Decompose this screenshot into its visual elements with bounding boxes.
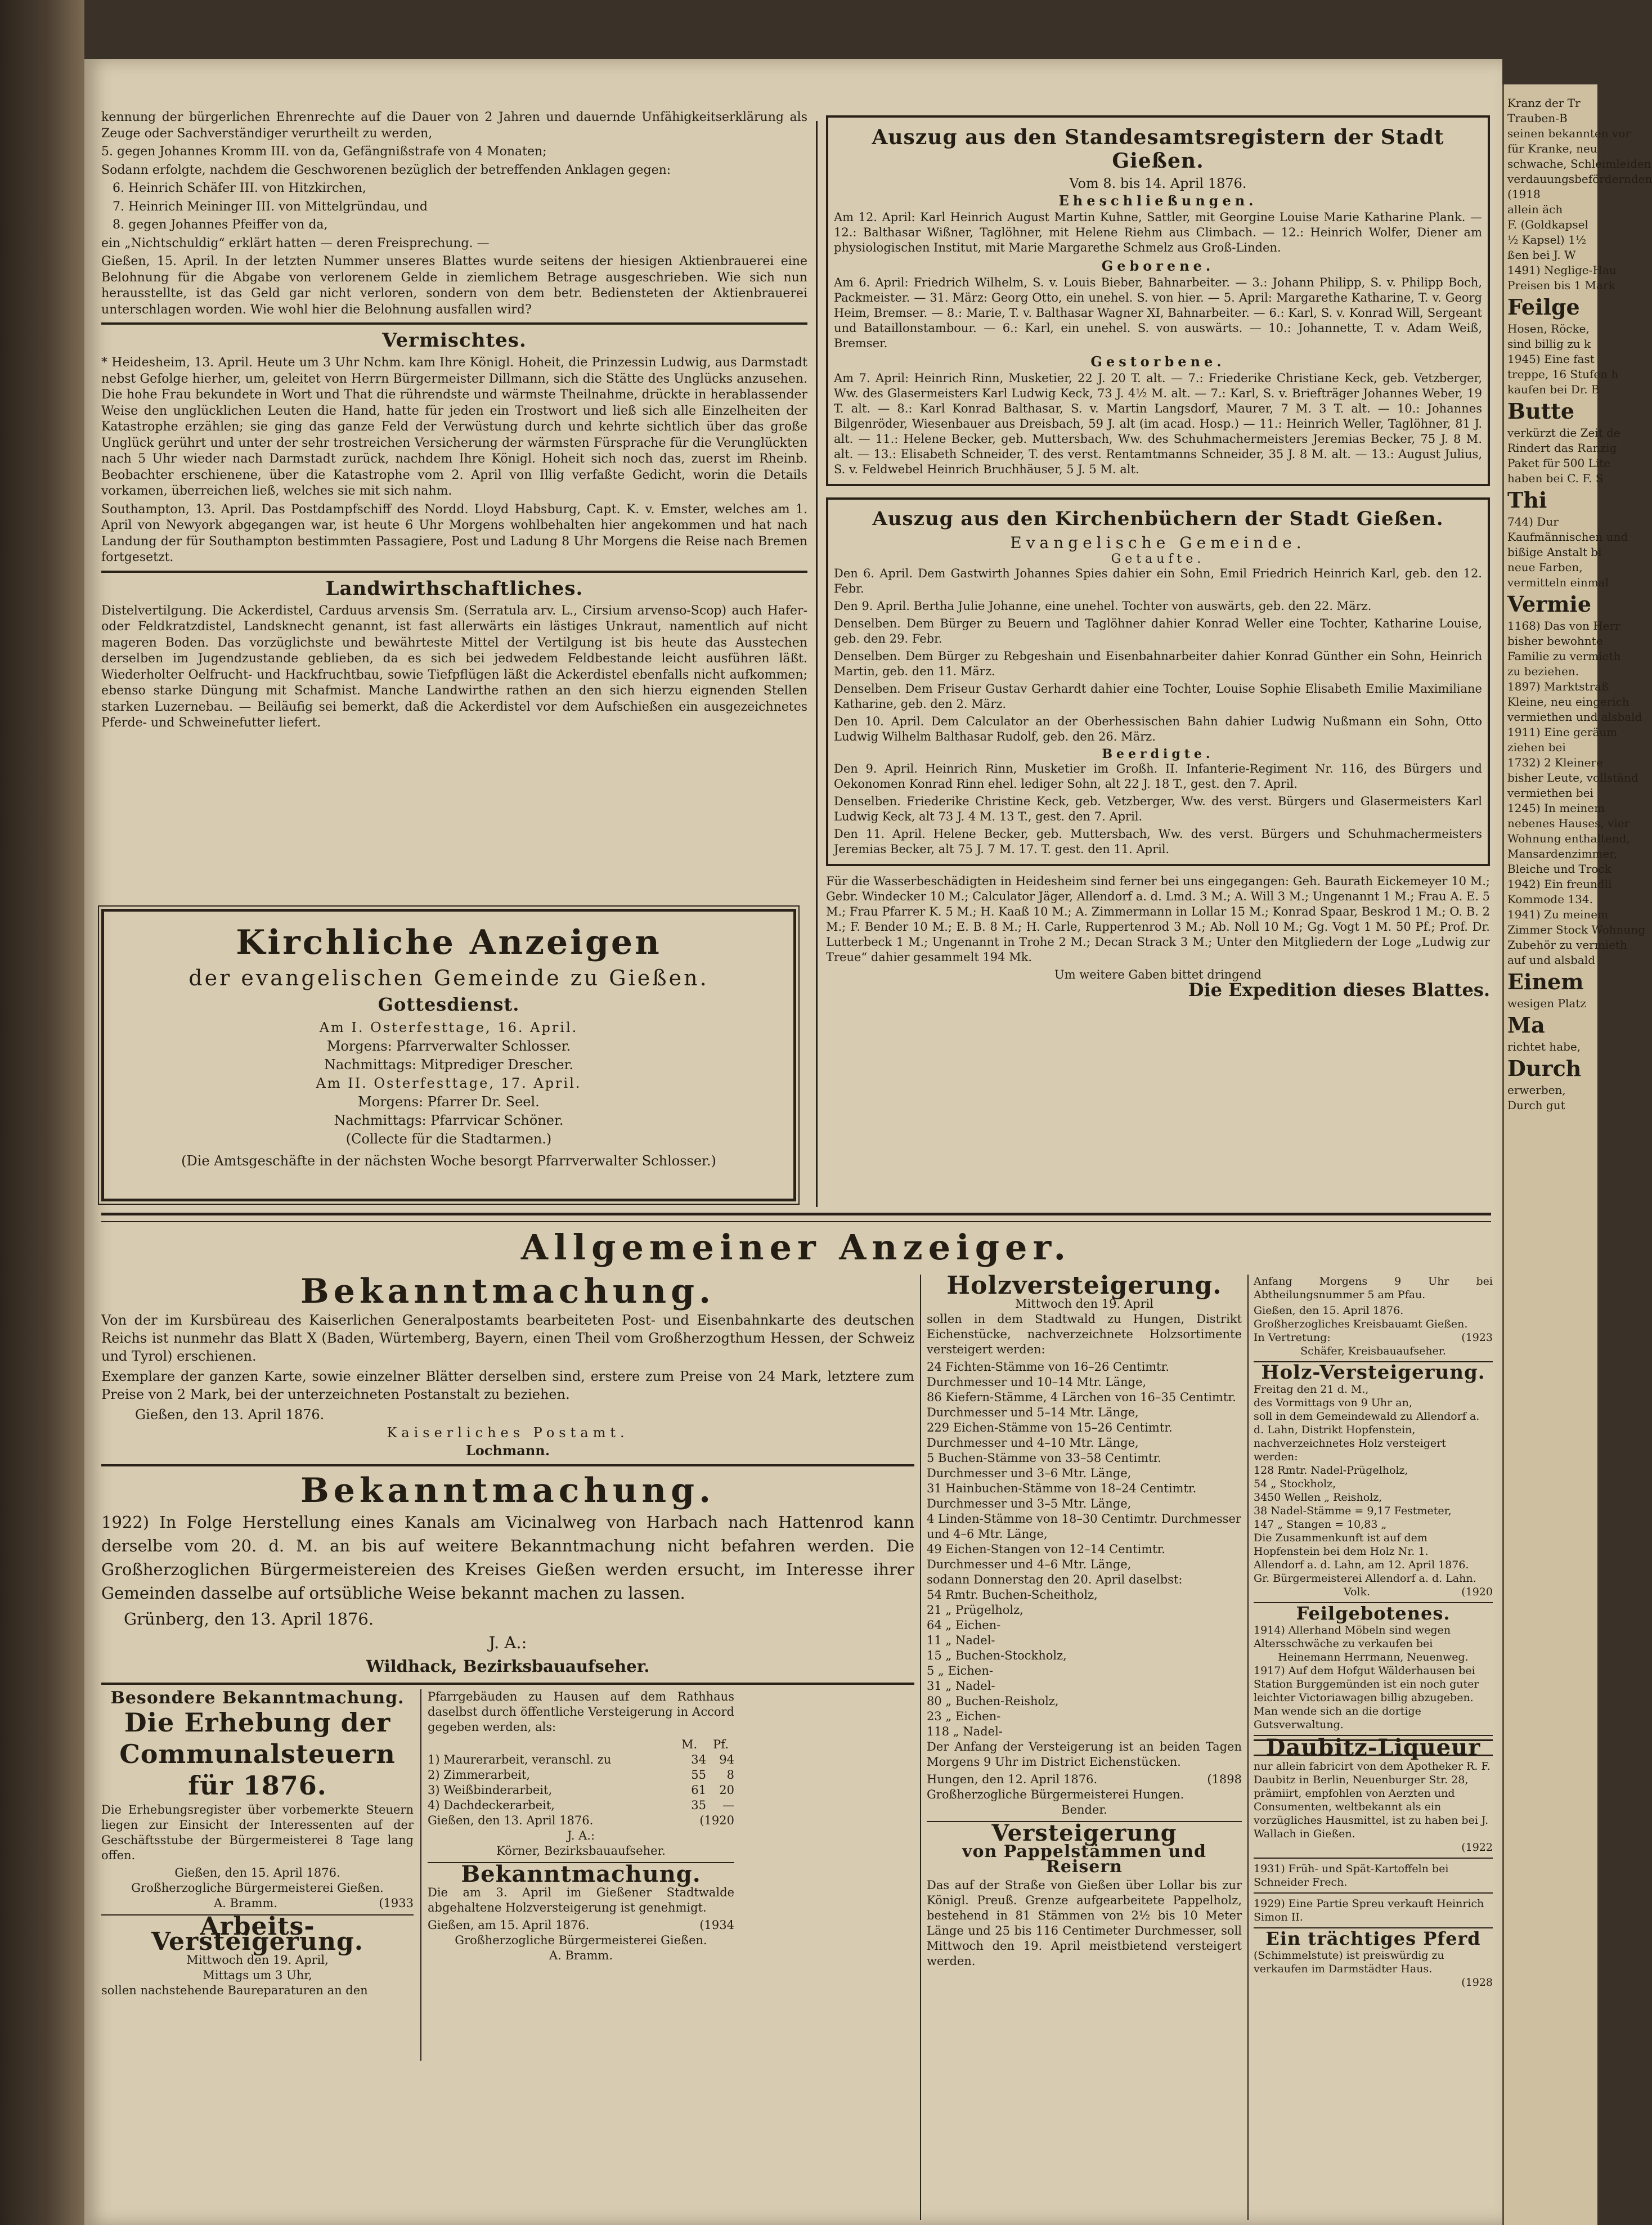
date: Gießen, am 15. April 1876. (428, 1918, 590, 1932)
para: 8. gegen Johannes Pfeiffer von da, (113, 218, 328, 232)
strip-line: vermitteln einmal (1507, 576, 1609, 589)
para: 6. Heinrich Schäfer III. von Hitzkirchen, (113, 181, 366, 195)
wood-item: 5 Buchen-Stämme von 33–58 Centimtr. Durchmesser und 3–6 Mtr. Länge, (927, 1451, 1161, 1480)
line: 54 „ Stockholz, (1254, 1478, 1336, 1490)
strip-line: ½ Kapsel) 1½ (1507, 233, 1587, 246)
para: Den 11. April. Helene Becker, geb. Muttersbach, Ww. des verst. Bürgers und Schuhmachermeisters Jeremias Becker, alt 75 J. 7 M. 17. T. gest. den 11. April. (834, 827, 1482, 856)
donation-list (826, 874, 1490, 1001)
date: Gießen, den 15. April 1876. (174, 1866, 340, 1879)
line: Gr. Bürgermeisterei Allendorf a. d. Lahn. (1254, 1572, 1476, 1585)
box-subtitle: der evangelischen Gemeinde zu Gießen. (188, 966, 709, 990)
raum-item: 11 „ Nadel- (927, 1634, 995, 1647)
strip-line: verdauungsbefördernden (1507, 172, 1652, 186)
bottom-col-2 (927, 1271, 1242, 2220)
ref-no: (1928 (1461, 1976, 1493, 1989)
strip-line: Bleiche und Trock (1507, 862, 1611, 876)
para: Für die Wasserbeschädigten in Heidesheim sind ferner bei uns eingegangen: Geh. Baurath Eickemeyer 10 M.; Gebr. Windecker 10 M.; Calculator Jäger, Allendorf a. d. Lmd. 3 M.; A. Will 3 M.; Ungenannt 1 M.; Frau A. E. 5 M.; Frau Pfarrer K. 5 M.; H. Kaaß 10 M.; A. Zimmermann in Lollar 15 M.; Konrad Spaar, Beskrod 1 M.; O. B. 2 M.; F. Bender 10 M.; E. B. 8 M.; H. Carle, Ruppertenrod 3 M.; Ab. Noll 10 M.; Gg. Vogt 1 M. 50 Pf.; Prof. Dr. Lutterbeck 1 M.; Ungenannt in Trohe 2 M.; Decan Strack 3 M.; Unter den Mitgliedern der Loge „Ludwig zur Treue“ dahier gesammelt 194 Mk. (826, 874, 1490, 964)
subsection-title: Gestorbene. (1090, 353, 1225, 370)
ad-title: Ein trächtiges Pferd (1265, 1928, 1481, 1949)
notice-title: Bekanntmachung. (300, 1471, 715, 1510)
subsection-title: Eheschließungen. (1058, 192, 1258, 209)
strip-line: erwerben, (1507, 1083, 1566, 1097)
para: Distelvertilgung. Die Ackerdistel, Carduus arvensis Sm. (Serratula arv. L., Cirsium arvenso-Scop) auch Hafer- oder Feldkratzdistel, Landsknecht genannt, ist fast allerwärts ein lästiges Unkraut, namentlich auf nicht mageren Boden. Das vorzüglichste und bewährteste Mittel der Vertilgung ist bis heute das Ausstechen derselben im Jugendzustande geblieben, da es sich bei jedwedem Feldbestande leicht ausführen läßt. Wiederholter Oelfrucht- und Hackfruchtbau, sowie Tiefpflügen läßt die Ackerdistel ebenfalls nicht aufkommen; ebenso starke Düngung mit Schafmist. Manche Landwirthe rathen an den sich hierzu eignenden Stellen starken Luzernebau. — Beiläufig sei bemerkt, daß die Ackerdistel vor dem Aufschießen ein ausgezeichnetes Pferde- und Schweinefutter liefert. (101, 603, 807, 730)
standesamt-title: Auszug aus den Standesamtsregistern der Stadt Gießen. (872, 125, 1444, 173)
strip-line: Kranz der Tr (1507, 96, 1581, 110)
strip-line: Ma (1507, 1012, 1545, 1038)
para: Gießen, 15. April. In der letzten Nummer unseres Blattes wurde seitens der hiesigen Aktienbrauerei eine Belohnung für die Abgabe von verlorenem Gelde in ziemlichem Betrage ausgeschrieben. Wie sich nun herausstellte, ist das Geld gar nicht verloren, sondern von dem betr. Bediensteten der Aktienbrauerei unterschlagen worden. Wie wohl hier die Belohnung ausfallen wird? (101, 254, 807, 317)
para: Das auf der Straße von Gießen über Lollar bis zur Königl. Preuß. Grenze aufgearbeitete Pappelholz, bestehend in 81 Stämmen von 2½ bis 10 Meter Länge und 25 bis 116 Centimeter Durchmesser, soll Mittwoch den 19. April meistbietend versteigert werden. (927, 1878, 1242, 1968)
notice-title: Bekanntmachung. (300, 1272, 715, 1311)
signature: Schäfer, Kreisbauaufseher. (1300, 1345, 1446, 1357)
bottom-col-1 (101, 1272, 914, 2223)
strip-line: 1945) Eine fast (1507, 352, 1595, 366)
service-line: (Die Amtsgeschäfte in der nächsten Woche besorgt Pfarrverwalter Schlosser.) (181, 1153, 716, 1169)
raum-item: 23 „ Eichen- (927, 1710, 1001, 1723)
para: Den 9. April. Bertha Julie Johanne, eine unehel. Tochter von auswärts, geb. den 22. März. (834, 599, 1372, 613)
strip-line: seinen bekannten vor (1507, 127, 1631, 140)
line: (Schimmelstute) ist preiswürdig zu verkaufen im Darmstädter Haus. (1254, 1949, 1444, 1975)
wood-item: 86 Kiefern-Stämme, 4 Lärchen von 16–35 Centimtr. Durchmesser und 5–14 Mtr. Länge, (927, 1390, 1236, 1419)
office: Großherzogliche Bürgermeisterei Hungen. (927, 1788, 1184, 1801)
kirchenbuecher-subtitle: Evangelische Gemeinde. (1010, 533, 1306, 552)
strip-line: Kleine, neu eingerich (1507, 695, 1629, 708)
church-notices-box (101, 909, 796, 1201)
para: 1922) In Folge Herstellung eines Kanals am Vicinalweg von Harbach nach Hattenrod kann derselbe vom 20. d. M. an bis auf weitere Bekanntmachung nicht befahren werden. Die Großherzoglichen Bürgermeistereien des Kreises Gießen werden ersucht, im Interesse ihrer Gemeinden dasselbe auf ortsübliche Weise bekannt machen zu lassen. (101, 1513, 914, 1603)
strip-line: Feilge (1507, 294, 1580, 320)
para: Den 9. April. Heinrich Rinn, Musketier im Großh. II. Infanterie-Regiment Nr. 116, des Bürgers und Oekonomen Konrad Rinn ehel. lediger Sohn, alt 22 J. 18 T., gest. den 7. April. (834, 762, 1482, 791)
strip-line: nebenes Hauses, vier (1507, 817, 1630, 830)
line: 1917) Auf dem Hofgut Wälderhausen bei Station Burggemünden ist ein noch guter leichter Victoriawagen billig abzugeben. Man wende sich an die dortige Gutsverwaltung. (1254, 1665, 1479, 1731)
line: nur allein fabricirt von dem Apotheker R. F. Daubitz in Berlin, Neuenburger Str. 28, prämiirt, empfohlen von Aerzten und Consumenten, weltbekannt als ein vorzügliches Hausmittel, ist zu haben bei J. Wallach in Gießen. (1254, 1760, 1491, 1840)
notice-title: Holz-Versteigerung. (1261, 1361, 1485, 1384)
divider (101, 571, 807, 573)
strip-line: Hosen, Röcke, (1507, 322, 1590, 335)
signature: Die Expedition dieses Blattes. (1188, 979, 1490, 1001)
wood-item: 49 Eichen-Stangen von 12–14 Centimtr. Durchmesser und 4–6 Mtr. Länge, (927, 1542, 1165, 1571)
ref-no: (1920 (699, 1814, 734, 1827)
ref-no: (1922 (1461, 1841, 1493, 1854)
strip-line: wesigen Platz (1507, 997, 1586, 1010)
line: des Vormittags von 9 Uhr an, (1254, 1397, 1412, 1409)
ref-no: (1920 (1461, 1586, 1493, 1598)
strip-line: Zimmer Stock Wohnung (1507, 923, 1645, 936)
ref-no: (1934 (699, 1918, 734, 1932)
para: Denselben. Dem Friseur Gustav Gerhardt dahier eine Tochter, Louise Sophie Elisabeth Emilie Maximiliane Katharine, geb. den 2. März. (834, 682, 1482, 711)
raum-item: 21 „ Prügelholz, (927, 1603, 1023, 1617)
service-line: Morgens: Pfarrer Dr. Seel. (358, 1094, 540, 1110)
adjacent-page-strip (1502, 84, 1652, 2225)
para: Die am 3. April im Gießener Stadtwalde abgehaltene Holzversteigerung ist genehmigt. (428, 1886, 734, 1914)
service-line: Am I. Osterfesttage, 16. April. (319, 1020, 578, 1035)
line: 1914) Allerhand Möbeln sind wegen Altersschwäche zu verkaufen bei (1254, 1624, 1451, 1650)
para: Denselben. Friederike Christine Keck, geb. Vetzberger, Ww. des verst. Bürgers und Glasermeisters Karl Ludwig Keck, alt 73 J. 4 M. 13 T., gest. den 7. April. (834, 795, 1482, 823)
wood-item: 4 Linden-Stämme von 18–30 Centimtr. Durchmesser und 4–6 Mtr. Länge, (927, 1512, 1241, 1541)
communal-tax-notice (101, 1689, 414, 1998)
line: Heinemann Herrmann, Neuenweg. (1278, 1651, 1469, 1663)
service-line: (Collecte für die Stadtarmen.) (345, 1131, 552, 1147)
date: Gießen, den 15. April 1876. (1254, 1304, 1404, 1317)
strip-line: (1918 (1507, 187, 1541, 201)
para: 5. gegen Johannes Kromm III. von da, Gefängnißstrafe von 4 Monaten; (101, 145, 547, 159)
line: Mittags um 3 Uhr, (203, 1968, 312, 1982)
raum-item: 118 „ Nadel- (927, 1725, 1003, 1738)
line: soll in dem Gemeindewald zu Allendorf a. d. Lahn, Distrikt Hopfenstein, nachverzeichnetes Holz versteigert werden: (1254, 1410, 1480, 1463)
standesamt-box (826, 115, 1490, 486)
strip-line: 1491) Neglige-Hau (1507, 263, 1617, 277)
strip-line: bisher Leute, vollständ (1507, 771, 1638, 784)
para: Denselben. Dem Bürger zu Rebgeshain und Eisenbahnarbeiter dahier Konrad Günther ein Sohn, Heinrich Martin, geb. den 11. März. (834, 649, 1482, 678)
strip-line: richtet habe, (1507, 1040, 1581, 1053)
newspaper-page (84, 59, 1502, 2225)
column-rule (920, 1275, 921, 2220)
strip-line: sind billig zu k (1507, 337, 1591, 351)
strip-line: vermiethen bei (1507, 786, 1593, 800)
strip-line: Kaufmännischen und (1507, 530, 1628, 544)
strip-line: 744) Dur (1507, 515, 1559, 528)
ref-no: (1923 (1461, 1331, 1493, 1344)
ia: J. A.: (488, 1633, 527, 1652)
signature: A. Bramm. (214, 1896, 278, 1910)
strip-line: Vermie (1507, 591, 1592, 617)
para: 7. Heinrich Meininger III. von Mittelgründau, und (113, 199, 428, 214)
para: Denselben. Dem Bürger zu Beuern und Taglöhner dahier Konrad Weller eine Tochter, Katharine Louise, geb. den 29. Febr. (834, 617, 1482, 645)
strip-line: 1942) Ein freundli (1507, 877, 1612, 891)
strip-line: bisher bewohnte (1507, 634, 1603, 648)
allgemeiner-anzeiger-title: Allgemeiner Anzeiger. (520, 1227, 1072, 1268)
cost-row: 4) Dachdeckerarbeit, 35 — (428, 1798, 734, 1812)
strip-line: Familie zu vermieth (1507, 649, 1621, 663)
line: Freitag den 21 d. M., (1254, 1383, 1369, 1396)
column-rule (1247, 1275, 1249, 2220)
strip-line: Butte (1507, 398, 1575, 424)
office: Großherzogliche Bürgermeisterei Gießen. (455, 1934, 707, 1947)
closing-line: Um weitere Gaben bittet dringend (1054, 968, 1262, 981)
line: Die Zusammenkunft ist auf dem Hopfenstein bei dem Holz Nr. 1. (1254, 1532, 1429, 1558)
strip-line: neue Farben, (1507, 560, 1583, 574)
col-pf: Pf. (713, 1738, 729, 1751)
service-line: Morgens: Pfarrverwalter Schlosser. (326, 1038, 571, 1054)
top-paragraphs (101, 110, 807, 318)
para: Pfarrgebäuden zu Hausen auf dem Rathhaus daselbst durch öffentliche Versteigerung in Accord gegeben werden, als: (428, 1690, 734, 1734)
strip-line: 1941) Zu meinem (1507, 908, 1609, 921)
strip-line: Rindert das Ranzig (1507, 441, 1617, 455)
notice-title: Holzversteigerung. (946, 1271, 1222, 1300)
signature: Wildhack, Bezirksbauaufseher. (366, 1657, 650, 1676)
ia: J. A.: (567, 1829, 595, 1842)
line: 38 Nadel-Stämme = 9,17 Festmeter, (1254, 1505, 1452, 1517)
strip-line: 1732) 2 Kleinere (1507, 756, 1603, 769)
strip-line: F. (Goldkapsel (1507, 218, 1588, 231)
section-title: Feilgebotenes. (1296, 1603, 1451, 1624)
column-rule (816, 121, 818, 1207)
kirchenbuecher-box (826, 497, 1490, 866)
strip-line: Zubehör zu vermieth (1507, 938, 1627, 952)
para: Southampton, 13. April. Das Postdampfschiff des Nordd. Lloyd Habsburg, Capt. K. v. Emster, welches am 1. April von Newyork abgegangen war, ist heute 6 Uhr Morgens wohlbehalten hier angekommen und hat nach Landung der für Southampton bestimmten Passagiere, Post und Ladung 8 Uhr Morgens die Reise nach Bremen fortgesetzt. (101, 502, 807, 564)
book-spine (0, 0, 84, 2225)
strip-line: kaufen bei Dr. B (1507, 383, 1600, 396)
place-date: Gießen, den 13. April 1876. (135, 1407, 325, 1423)
strip-line: Kommode 134. (1507, 892, 1593, 906)
wood-item: 31 Hainbuchen-Stämme von 18–24 Centimtr. Durchmesser und 3–5 Mtr. Länge, (927, 1482, 1197, 1510)
para: Exemplare der ganzen Karte, sowie einzelner Blätter derselben sind, erstere zum Preise von 24 Mark, letztere zum Preise von 2 Mark, bei der unterzeichneten Postanstalt zu beziehen. (101, 1369, 914, 1402)
notice-title: Die Erhebung der Communalsteuern für 1876. (119, 1707, 396, 1801)
cost-row: 1) Maurerarbeit, veranschl. zu 34 94 (428, 1753, 734, 1766)
para: Am 12. April: Karl Heinrich August Martin Kuhne, Sattler, mit Georgine Louise Marie Katharine Plank. — 12.: Balthasar Wißner, Taglöhner, mit Helene Riehm aus Climbach. — 12.: Heinrich Wolfer, Diener am physiologischen Institut, mit Marie Margarethe Schmelz aus Groß-Linden. (834, 210, 1482, 254)
raum-item: 54 Rmtr. Buchen-Scheitholz, (927, 1588, 1098, 1602)
para: ein „Nichtschuldig“ erklärt hatten — deren Freisprechung. — (101, 236, 490, 250)
strip-line: Paket für 500 Lite (1507, 456, 1611, 470)
ref-no: (1933 (379, 1896, 414, 1910)
strip-line: Mansardenzimmer, (1507, 847, 1617, 860)
left-column (101, 110, 807, 892)
strip-line: Preisen bis 1 Mark (1507, 279, 1615, 292)
strip-line: treppe, 16 Stufen h (1507, 367, 1619, 381)
signature: Bender. (1061, 1803, 1107, 1816)
para: Die Erhebungsregister über vorbemerkte Steuern liegen zur Einsicht der Interessenten auf der Geschäftsstube der Bürgermeisterei 8 Tage lang offen. (101, 1803, 414, 1862)
notice-title: Arbeits-Versteigerung. (151, 1912, 364, 1956)
para: Der Anfang der Versteigerung ist an beiden Tagen Morgens 9 Uhr im District Eichenstücken. (927, 1740, 1242, 1769)
strip-line: verkürzt die Zeit de (1507, 426, 1620, 439)
strip-line: für Kranke, neu (1507, 142, 1597, 155)
bottom-col-3 (1254, 1275, 1493, 2220)
line: 147 „ Stangen = 10,83 „ (1254, 1518, 1387, 1531)
place-date: Grünberg, den 13. April 1876. (124, 1609, 374, 1629)
date: Hungen, den 12. April 1876. (927, 1773, 1098, 1786)
para: Den 10. April. Dem Calculator an der Oberhessischen Bahn dahier Ludwig Nußmann ein Sohn, Otto Ludwig Wilhelm Balthasar Rudolf, geb. den 26. März. (834, 715, 1482, 743)
service-line: Nachmittags: Pfarrvicar Schöner. (334, 1112, 564, 1128)
signature: Körner, Bezirksbauaufseher. (496, 1844, 666, 1858)
office: Kaiserliches Postamt. (387, 1425, 629, 1441)
divider (101, 322, 807, 325)
divider (101, 1683, 914, 1685)
strip-line: 1897) Marktstraß (1507, 680, 1609, 693)
cost-row: 2) Zimmerarbeit, 55 8 (428, 1768, 734, 1782)
service-line: Nachmittags: Mitprediger Drescher. (324, 1057, 574, 1073)
signature: Volk. (1344, 1586, 1371, 1598)
strip-line: 1245) In meinem (1507, 801, 1605, 815)
strip-line: 1168) Das von Herr (1507, 619, 1620, 632)
raum-item: 80 „ Buchen-Reisholz, (927, 1694, 1059, 1708)
raum-item: 31 „ Nadel- (927, 1679, 995, 1693)
notice-title: Versteigerung (991, 1820, 1177, 1846)
strip-line: 1911) Eine geräum (1507, 725, 1618, 739)
notice-heading: Besondere Bekanntmachung. (110, 1688, 405, 1708)
office: Großherzogliche Bürgermeisterei Gießen. (131, 1881, 384, 1895)
strip-line: Durch gut (1507, 1098, 1565, 1112)
para: Sodann erfolgte, nachdem die Geschworenen bezüglich der betreffenden Anklagen gegen: (101, 163, 671, 177)
ad-title: Daubitz-Liqueur (1254, 1739, 1493, 1756)
strip-line: zu beziehen. (1507, 665, 1579, 678)
strip-line: bißige Anstalt bi (1507, 545, 1602, 559)
wood-item: 24 Fichten-Stämme von 16–26 Centimtr. Durchmesser und 10–14 Mtr. Länge, (927, 1360, 1169, 1389)
signature: A. Bramm. (549, 1949, 613, 1962)
pfarr-auction (428, 1689, 734, 1963)
wood-item: 229 Eichen-Stämme von 15–26 Centimtr. Durchmesser und 4–10 Mtr. Länge, (927, 1421, 1173, 1450)
para: Den 6. April. Dem Gastwirth Johannes Spies dahier ein Sohn, Emil Friedrich Heinrich Karl, geb. den 12. Febr. (834, 567, 1482, 595)
strip-line: Einem (1507, 969, 1584, 994)
para: kennung der bürgerlichen Ehrenrechte auf die Dauer von 2 Jahren und dauernde Unfähigkeitserklärung als Zeuge oder Sachverständiger verurtheilt zu werden, (101, 110, 807, 141)
line: 128 Rmtr. Nadel-Prügelholz, (1254, 1464, 1408, 1477)
para: Anfang Morgens 9 Uhr bei Abtheilungsnummer 5 am Pfau. (1254, 1275, 1493, 1301)
standesamt-period: Vom 8. bis 14. April 1876. (1069, 176, 1247, 191)
para: Am 6. April: Friedrich Wilhelm, S. v. Louis Bieber, Bahnarbeiter. — 3.: Johann Philipp, S. v. Philipp Boch, Packmeister. — 31. März: Georg Otto, ein unehel. S. von hier. — 5. April: Margarethe Katharine, T. v. Georg Heim, Bremser. — 8.: Marie, T. v. Balthasar Wagner XI, Bahnarbeiter. — 6.: Karl, S. v. Konrad Will, Sergeant und Bataillonstambour. — 6.: Karl, ein unehel. S. von auswärts. — 10.: Johannette, T. v. Adam Weiß, Bremser. (834, 276, 1482, 350)
line: 3450 Wellen „ Reisholz, (1254, 1491, 1382, 1504)
strip-line: ziehen bei (1507, 741, 1566, 754)
line: Mittwoch den 19. April, (186, 1953, 329, 1967)
strip-line: Wohnung enthaltend, (1507, 832, 1630, 845)
strip-line: ßen bei J. W (1507, 248, 1576, 262)
strip-line: allein äch (1507, 203, 1563, 216)
strip-line: schwache, Schleimleiden (1507, 157, 1651, 171)
line: 1931) Früh- und Spät-Kartoffeln bei Schneider Frech. (1254, 1863, 1449, 1888)
raum-item: 64 „ Eichen- (927, 1618, 1001, 1632)
col-m: M. (681, 1738, 698, 1751)
para: Von der im Kursbüreau des Kaiserlichen Generalpostamts bearbeiteten Post- und Eisenbahnkarte des deutschen Reichs ist nunmehr das Blatt X (Baden, Würtemberg, Bayern, einen Theil vom Großherzogthum Hessen, der Schweiz und Tyrol) erschienen. (101, 1312, 914, 1364)
line: In Vertretung: (1254, 1331, 1331, 1344)
signature: Lochmann. (465, 1442, 550, 1459)
strip-line: Thi (1507, 487, 1547, 513)
box-heading: Gottesdienst. (378, 994, 520, 1015)
box-title: Kirchliche Anzeigen (236, 923, 662, 962)
strip-line: auf und alsbald (1507, 953, 1595, 967)
strip-line: vermiethen und alsbald (1507, 710, 1642, 724)
section-title: Vermischtes. (382, 329, 527, 352)
strip-line: Trauben-B (1507, 111, 1568, 125)
kirchenbuecher-title: Auszug aus den Kirchenbüchern der Stadt Gießen. (872, 508, 1444, 530)
line: Allendorf a. d. Lahn, am 12. April 1876. (1254, 1559, 1469, 1571)
subsection-title: Geborene. (1101, 258, 1215, 274)
office: Großherzogliches Kreisbauamt Gießen. (1254, 1318, 1468, 1330)
subsection-title: Beerdigte. (1102, 747, 1214, 761)
right-column (826, 115, 1490, 1210)
line: sollen nachstehende Baureparaturen an den (101, 1984, 368, 1997)
line: sodann Donnerstag den 20. April daselbst: (927, 1573, 1183, 1586)
notice-title: Bekanntmachung. (461, 1861, 701, 1887)
line: 1929) Eine Partie Spreu verkauft Heinrich Simon II. (1254, 1897, 1484, 1923)
date: Gießen, den 13. April 1876. (428, 1814, 594, 1827)
rule-full (101, 1213, 1491, 1222)
ref-no: (1898 (1207, 1773, 1242, 1786)
raum-item: 15 „ Buchen-Stockholz, (927, 1649, 1067, 1662)
para: * Heidesheim, 13. April. Heute um 3 Uhr Nchm. kam Ihre Königl. Hoheit, die Prinzessin Ludwig, aus Darmstadt nebst Gefolge hierher, um, geleitet von Herrn Bürgermeister Dillmann, sich die Stätte des Unglücks anzusehen. Die hohe Frau bekundete in Wort und That die rührendste und wärmste Theilnahme, drückte in herablassender Weise den unglücklichen Leuten die Hand, hatte für jeden ein Trostwort und ließ sich alle Einzelheiten der Katastrophe erzählen; sie ging das ganze Feld der Verwüstung durch und kehrte sichtlich über das große Unglück gerührt und unter der sehr trostreichen Versicherung der wärmsten Fürsprache für die Verunglückten nach 5 Uhr wieder nach Darmstadt zurück, nachdem Ihre Königl. Hoheit sich noch das, zuerst im Rheinb. Beobachter erschienene, über die Katastrophe vom 2. April von Illig verfaßte Gedicht, worin die Details vorkamen, überreichen ließ, welches sie mit sich nahm. (101, 356, 807, 498)
raum-item: 5 „ Eichen- (927, 1664, 993, 1677)
para: sollen in dem Stadtwald zu Hungen, Distrikt Eichenstücke, nachverzeichnete Holzsortimente versteigert werden: (927, 1312, 1242, 1356)
divider (101, 1464, 914, 1466)
notice-subtitle: von Pappelstämmen und Reisern (962, 1842, 1206, 1877)
strip-line: haben bei C. F. S (1507, 472, 1604, 485)
subsection-title: Getaufte. (1111, 552, 1205, 566)
column-rule (420, 1689, 421, 2061)
service-line: Am II. Osterfesttage, 17. April. (316, 1075, 582, 1091)
date-line: Mittwoch den 19. April (1015, 1297, 1153, 1311)
strip-line: Durch (1507, 1056, 1582, 1081)
para: Am 7. April: Heinrich Rinn, Musketier, 22 J. 20 T. alt. — 7.: Friederike Christiane Keck, geb. Vetzberger, Ww. des Glasermeisters Karl Ludwig Keck, 73 J. 4½ M. alt. — 7.: Karl, S. v. Briefträger Johannes Weber, 19 T. alt. — 8.: Karl Konrad Balthasar, S. v. Martin Langsdorf, Maurer, 7 M. 3 T. alt. — 10.: Johannes Bilgenröder, Wiesenbauer aus Dreisbach, 59 J. alt (im acad. Hosp.) — 11.: Heinrich Weller, Taglöhner, 81 J. alt. — 11.: Helene Becker, geb. Muttersbach, Ww. des Schuhmachermeisters Jeremias Becker, 75 J. 8 M. alt. — 13.: Elisabeth Schneider, T. des verst. Rentamtmanns Schneider, 35 J. 8 M. alt. — 13.: August Julius, S. v. Feldwebel Heinrich Bruchhäuser, 5 J. 5 M. alt. (834, 371, 1482, 476)
section-title: Landwirthschaftliches. (325, 577, 583, 600)
cost-row: 3) Weißbinderarbeit, 61 20 (428, 1783, 734, 1797)
